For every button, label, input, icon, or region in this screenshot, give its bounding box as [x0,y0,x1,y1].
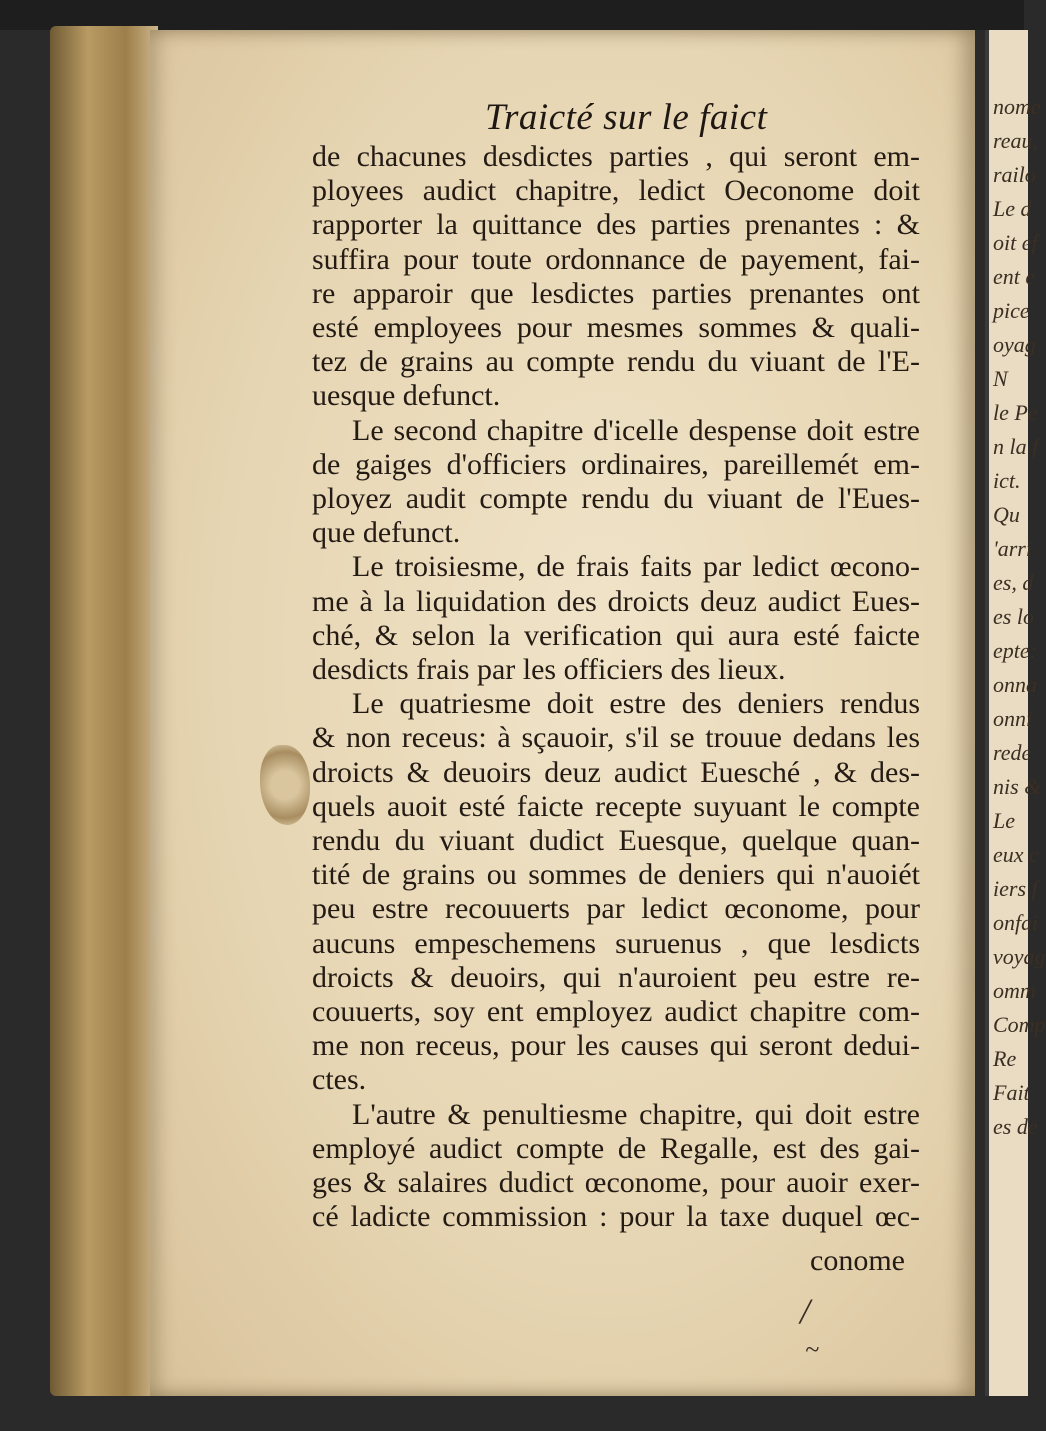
text-line: suffira pour toute ordonnance de payement, fai- [312,242,920,276]
next-page-fragment: epte: [993,638,1037,663]
next-page-fragment: ent e [993,264,1036,289]
next-page-fragment: Re [993,1046,1017,1071]
text-line: me à la liquidation des droicts deuz audict Eues- [312,584,920,618]
catchword: conome [810,1244,905,1277]
next-page-fragment: oit ef [993,230,1038,255]
next-page-fragment: onna [993,672,1037,697]
next-page-fragment: Comp [993,1012,1046,1037]
text-line: & non receus: à sçauoir, s'il se trouue dedans les [312,721,920,755]
text-line: Le second chapitre d'icelle despense doit estre [352,413,920,447]
next-page-fragment: reau, [993,128,1039,153]
next-page-fragment: rede [993,740,1032,765]
text-line: de chacunes desdictes parties , qui seront em- [312,140,920,173]
next-page-fragment: onni [993,706,1033,731]
page-stain [260,745,310,825]
text-line: ployez audit compte rendu du viuant de l'Eues- [312,482,920,516]
next-page-fragment: le Pe [993,400,1038,425]
text-line: ctes. [312,1063,367,1097]
next-page-fragment: onfai [993,910,1039,935]
next-page-fragment: Qu [993,502,1020,527]
text-line: tité de grains ou sommes de deniers qui n'auoiét [312,858,920,892]
text-line: uesque defunct. [312,379,501,413]
next-page-fragment: iers f [993,876,1038,901]
text-line: peu estre recouuerts par ledict œconome, pour [312,892,920,926]
next-page-fragment: ict. [993,468,1021,493]
text-line: Le quatriesme doit estre des deniers rendus [352,687,920,721]
next-page-fragment: nome [993,94,1041,119]
text-line: droicts & deuoirs deuz audict Euesché , & des- [312,755,920,789]
text-line: rapporter la quittance des parties prenantes : & [312,208,920,242]
text-line: rendu du viuant dudict Euesque, quelque quan- [312,824,920,858]
body-text [312,140,920,1235]
pen-mark: / [800,1291,811,1331]
next-page-fragment: es lo [993,604,1034,629]
text-line: employé audict compte de Regalle, est des gai- [312,1131,920,1165]
text-line: aucuns empeschemens suruenus , que lesdicts [312,926,920,960]
next-page-fragment: Fait [993,1080,1030,1105]
running-header: Traicté sur le faict [485,97,768,138]
next-page-fragment: es, d [993,570,1034,595]
next-page-fragment: omm [993,978,1036,1003]
next-page-fragment: voyag [993,944,1046,969]
text-line: couuerts, soy ent employez audict chapitre com- [312,995,920,1029]
next-page-fragment: Le d [993,196,1032,221]
next-page-fragment: pice [993,298,1030,323]
next-page-fragment: es de [993,1114,1038,1139]
next-page-fragment: n la f [993,434,1039,459]
text-line: re apparoir que lesdictes parties prenantes ont [312,276,920,310]
text-line: quels auoit esté faicte recepte suyuant le compte [312,789,920,823]
pen-mark: ~ [805,1335,820,1364]
next-page-fragment: Le [993,808,1015,833]
next-page-fragment: nis & [993,774,1042,799]
next-page-fragment: oyag [993,332,1036,357]
text-line: que defunct. [312,516,461,550]
text-line: desdicts frais par les officiers des lieux. [312,653,786,687]
text-line: ché, & selon la verification qui aura esté faicte [312,618,920,652]
next-page-fragment: railo [993,162,1036,187]
next-page-edge [985,30,1046,1396]
text-line: ployees audict chapitre, ledict Oeconome doit [312,174,920,208]
text-line: ges & salaires dudict œconome, pour auoir exer- [312,1166,920,1200]
next-page-fragment: eux c [993,842,1039,867]
text-line: esté employees pour mesmes sommes & quali- [312,311,920,345]
text-line: tez de grains au compte rendu du viuant de l'E- [312,345,920,379]
text-line: me non receus, pour les causes qui seront dedui- [312,1029,920,1063]
book-page-edges [50,26,158,1396]
next-page-fragment: 'arri [993,536,1032,561]
text-line: de gaiges d'officiers ordinaires, pareillemét em- [312,447,920,481]
text-line: cé ladicte commission : pour la taxe duquel œc- [312,1200,920,1234]
next-page-fragment: N [993,366,1008,391]
text-line: L'autre & penultiesme chapitre, qui doit estre [352,1097,920,1131]
text-line: Le troisiesme, de frais faits par ledict œcono- [352,550,920,584]
next-page-text-fragments [993,90,1046,1144]
text-line: droicts & deuoirs, qui n'auroient peu estre re- [312,960,920,994]
